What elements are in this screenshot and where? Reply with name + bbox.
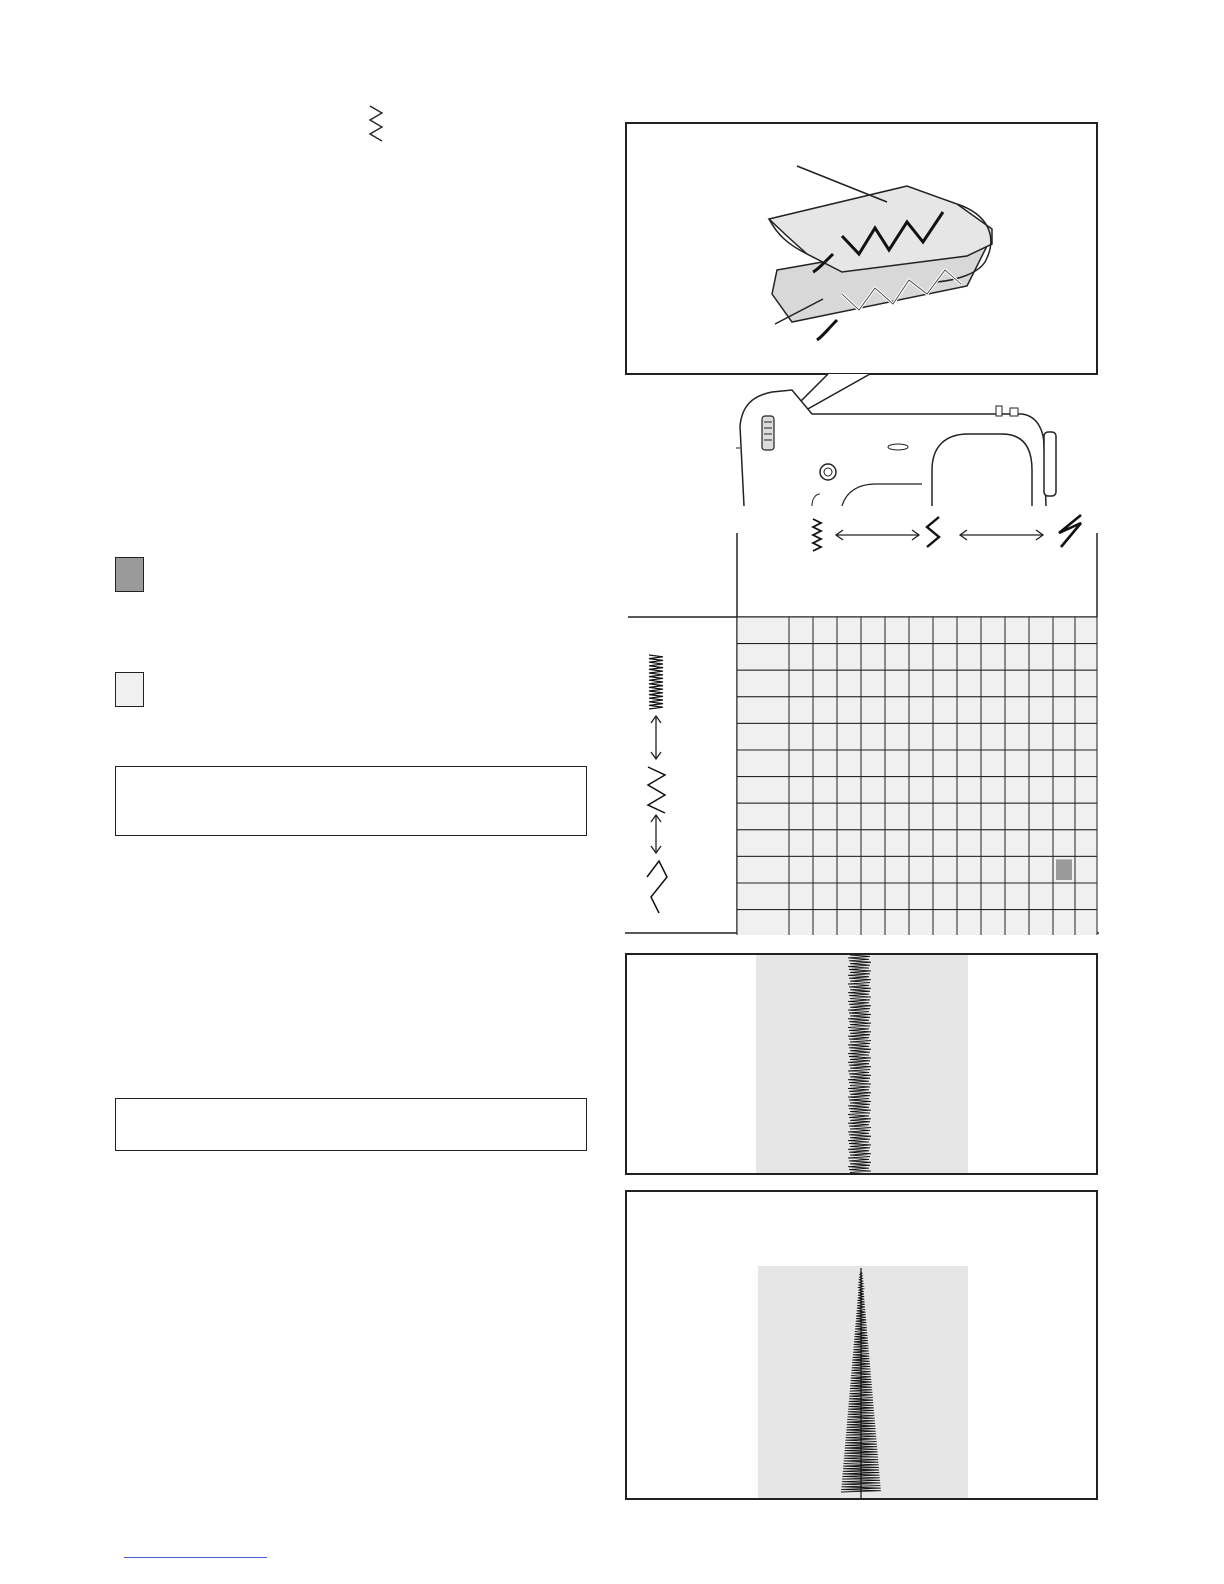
table-cell	[1005, 803, 1029, 830]
table-cell	[885, 750, 909, 777]
table-cell	[981, 750, 1005, 777]
table-cell	[1029, 644, 1053, 671]
table-cell	[909, 777, 933, 804]
table-cell	[837, 644, 861, 671]
table-cell	[1075, 910, 1097, 935]
table-cell	[1029, 856, 1053, 883]
table-cell	[957, 617, 981, 644]
table-cell	[1005, 830, 1029, 857]
table-cell	[933, 697, 957, 724]
table-cell	[813, 697, 837, 724]
sewing-machine-dial-illustration	[732, 386, 1062, 506]
table-cell	[1005, 750, 1029, 777]
table-cell	[957, 910, 981, 935]
table-cell	[909, 910, 933, 935]
table-cell	[1029, 830, 1053, 857]
table-cell	[981, 777, 1005, 804]
table-cell	[981, 883, 1005, 910]
table-cell	[837, 803, 861, 830]
wide-zigzag-icon	[1059, 515, 1081, 547]
table-cell	[885, 723, 909, 750]
table-cell	[1005, 697, 1029, 724]
table-cell	[861, 617, 885, 644]
table-cell	[957, 856, 981, 883]
table-cell	[813, 777, 837, 804]
table-cell	[737, 910, 789, 935]
table-cell	[1075, 830, 1097, 857]
zigzag-heading-icon	[366, 104, 386, 144]
table-cell	[837, 856, 861, 883]
table-cell	[861, 883, 885, 910]
table-cell	[1029, 910, 1053, 935]
table-cell	[1029, 750, 1053, 777]
table-cell	[1005, 856, 1029, 883]
legend-unselected-swatch	[115, 672, 144, 707]
table-cell	[1029, 777, 1053, 804]
table-cell	[933, 777, 957, 804]
table-cell	[933, 644, 957, 671]
table-cell	[1029, 803, 1053, 830]
table-cell	[837, 723, 861, 750]
table-cell	[909, 883, 933, 910]
table-cell	[737, 723, 789, 750]
table-cell	[885, 670, 909, 697]
table-cell	[813, 910, 837, 935]
table-cell	[957, 803, 981, 830]
table-cell	[813, 670, 837, 697]
table-cell	[1029, 617, 1053, 644]
table-cell	[789, 803, 813, 830]
table-cell	[909, 830, 933, 857]
table-cell	[1053, 830, 1075, 857]
satin-stitch-frame	[625, 953, 1098, 1175]
vertical-double-arrow-icon	[651, 815, 661, 853]
table-cell	[957, 883, 981, 910]
table-cell	[981, 644, 1005, 671]
table-cell	[837, 830, 861, 857]
fabric-illustration-frame	[625, 122, 1098, 375]
table-cell	[837, 777, 861, 804]
table-cell	[1029, 697, 1053, 724]
table-cell	[837, 697, 861, 724]
table-cell	[813, 723, 837, 750]
table-cell	[737, 856, 789, 883]
table-cell	[981, 910, 1005, 935]
table-cell	[861, 803, 885, 830]
table-cell	[1053, 910, 1075, 935]
table-cell	[861, 830, 885, 857]
table-cell	[737, 617, 789, 644]
table-cell	[837, 910, 861, 935]
table-cell	[789, 883, 813, 910]
table-cell	[861, 777, 885, 804]
table-cell	[1005, 777, 1029, 804]
table-cell	[737, 670, 789, 697]
table-cell	[1075, 617, 1097, 644]
table-cell	[885, 910, 909, 935]
legend-selected-swatch	[115, 557, 144, 592]
table-cell	[957, 723, 981, 750]
table-cell	[1075, 750, 1097, 777]
table-cell	[1029, 723, 1053, 750]
table-cell	[1075, 670, 1097, 697]
table-cell	[1075, 723, 1097, 750]
table-cell	[789, 697, 813, 724]
table-cell	[1075, 856, 1097, 883]
table-cell	[885, 856, 909, 883]
table-cell	[861, 856, 885, 883]
table-cell	[789, 856, 813, 883]
table-cell	[837, 883, 861, 910]
table-cell	[789, 830, 813, 857]
table-cell	[1005, 883, 1029, 910]
double-arrow-icon	[960, 530, 1043, 540]
table-cell	[789, 777, 813, 804]
vertical-double-arrow-icon	[651, 716, 661, 759]
table-cell	[957, 697, 981, 724]
table-cell	[1053, 670, 1075, 697]
table-cell	[737, 803, 789, 830]
footer-rule	[124, 1557, 267, 1558]
table-cell	[1053, 883, 1075, 910]
table-cell	[737, 750, 789, 777]
table-cell	[981, 830, 1005, 857]
table-cell	[957, 830, 981, 857]
table-cell	[909, 670, 933, 697]
zigzag-overcast-fabric-illustration	[627, 124, 1096, 373]
table-cell	[789, 910, 813, 935]
table-cell	[1005, 910, 1029, 935]
table-cell	[813, 803, 837, 830]
table-cell	[885, 777, 909, 804]
table-cell	[1075, 803, 1097, 830]
dense-zigzag-icon	[649, 655, 663, 709]
table-cell	[909, 856, 933, 883]
table-cell	[737, 697, 789, 724]
table-cell	[1053, 803, 1075, 830]
table-cell	[1075, 777, 1097, 804]
table-cell	[981, 697, 1005, 724]
table-cell	[933, 830, 957, 857]
table-cell	[1005, 644, 1029, 671]
table-cell	[981, 617, 1005, 644]
table-cell	[1053, 617, 1075, 644]
table-cell	[1075, 644, 1097, 671]
table-cell	[933, 803, 957, 830]
note-box-2	[115, 1098, 587, 1151]
table-cell	[813, 750, 837, 777]
table-cell	[813, 617, 837, 644]
table-cell	[789, 750, 813, 777]
open-zigzag-vertical-icon	[647, 861, 667, 913]
table-cell	[885, 803, 909, 830]
table-cell	[909, 803, 933, 830]
table-cell	[1053, 644, 1075, 671]
table-cell	[981, 670, 1005, 697]
table-cell	[957, 750, 981, 777]
table-cell	[1005, 723, 1029, 750]
table-cell	[1029, 883, 1053, 910]
stitch-settings-table	[625, 505, 1100, 935]
table-cell	[789, 644, 813, 671]
table-cell	[933, 910, 957, 935]
table-cell	[1053, 777, 1075, 804]
table-cell	[861, 723, 885, 750]
tapered-stitch-frame	[625, 1190, 1098, 1500]
table-cell	[737, 883, 789, 910]
table-cell	[957, 644, 981, 671]
table-cell	[1053, 750, 1075, 777]
table-cell	[957, 777, 981, 804]
table-cell	[933, 723, 957, 750]
table-cell	[737, 777, 789, 804]
table-cell	[1053, 723, 1075, 750]
table-cell	[885, 830, 909, 857]
table-cell	[957, 670, 981, 697]
note-box-1	[115, 766, 587, 836]
medium-zigzag-vertical-icon	[648, 767, 665, 813]
table-cell	[837, 750, 861, 777]
medium-zigzag-icon	[927, 517, 939, 547]
table-cell	[861, 697, 885, 724]
table-cell	[933, 883, 957, 910]
table-cell	[1075, 883, 1097, 910]
table-cell	[1005, 617, 1029, 644]
table-cell	[933, 856, 957, 883]
table-cell	[737, 830, 789, 857]
table-cell	[837, 617, 861, 644]
table-cell	[1029, 670, 1053, 697]
table-cell	[981, 856, 1005, 883]
table-cell	[909, 723, 933, 750]
table-cell	[909, 697, 933, 724]
table-cell	[861, 910, 885, 935]
table-cell	[789, 617, 813, 644]
table-cell	[789, 723, 813, 750]
table-cell	[909, 644, 933, 671]
table-cell	[1053, 697, 1075, 724]
table-cell	[861, 644, 885, 671]
highlighted-cell	[1056, 859, 1072, 880]
table-cell	[885, 883, 909, 910]
double-arrow-icon	[836, 530, 919, 540]
table-cell	[933, 750, 957, 777]
table-cell	[837, 670, 861, 697]
table-cell	[813, 856, 837, 883]
table-cell	[861, 670, 885, 697]
table-cell	[933, 617, 957, 644]
table-cell	[737, 644, 789, 671]
table-cell	[813, 830, 837, 857]
table-cell	[813, 883, 837, 910]
table-cell	[885, 697, 909, 724]
table-cell	[909, 750, 933, 777]
narrow-zigzag-icon	[813, 519, 821, 551]
table-cell	[1075, 697, 1097, 724]
table-cell	[813, 644, 837, 671]
table-cell	[909, 617, 933, 644]
table-cell	[981, 803, 1005, 830]
table-cell	[885, 617, 909, 644]
table-cell	[789, 670, 813, 697]
table-cell	[885, 644, 909, 671]
table-cell	[981, 723, 1005, 750]
table-cell	[933, 670, 957, 697]
table-cell	[1005, 670, 1029, 697]
table-cell	[861, 750, 885, 777]
